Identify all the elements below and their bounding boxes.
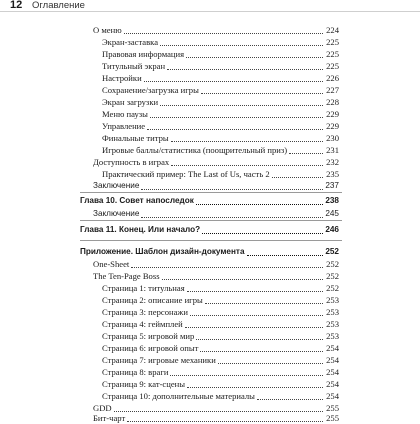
- toc-entry: [0, 48, 420, 60]
- toc-leader: [167, 69, 323, 70]
- toc-entry: [0, 270, 420, 282]
- toc-entry: [0, 208, 420, 220]
- toc-leader: [170, 375, 323, 376]
- toc-leader: [186, 57, 323, 58]
- toc-leader: [201, 93, 323, 94]
- toc-entry-title: One-Sheet: [93, 259, 130, 269]
- toc-entry-page: 252: [326, 283, 339, 293]
- toc-entry-title: О меню: [93, 25, 122, 35]
- toc-entry-title: Правовая информация: [102, 49, 185, 59]
- toc-entry-page: 237: [325, 181, 339, 190]
- toc-entry-title: Титульный экран: [102, 61, 166, 71]
- toc-entry-title: Доступность в играх: [93, 157, 170, 167]
- toc-entry-page: 235: [326, 169, 339, 179]
- toc-entry-page: 225: [326, 61, 339, 71]
- toc-entry-page: 253: [326, 295, 339, 305]
- toc-entry-page: 227: [326, 85, 339, 95]
- toc-entry-page: 232: [326, 157, 339, 167]
- toc-entry: [0, 294, 420, 306]
- toc-entry-title: The Ten-Page Boss: [93, 271, 160, 281]
- toc-entry-title: Страница 1: титульная: [102, 283, 185, 293]
- toc-entry-page: 253: [326, 307, 339, 317]
- toc-leader: [131, 267, 323, 268]
- toc-entry-page: 226: [326, 73, 339, 83]
- toc-leader: [141, 217, 323, 218]
- toc-leader: [190, 315, 323, 316]
- toc-chapter-page: 238: [325, 196, 339, 205]
- toc-entry: [0, 282, 420, 294]
- toc-entry: [0, 378, 420, 390]
- toc-leader: [185, 327, 323, 328]
- toc-entry-title: Финальные титры: [102, 133, 169, 143]
- toc-entry-page: 225: [326, 49, 339, 59]
- toc-entry-title: Заключение: [93, 209, 140, 218]
- toc-entry-title: Экран-заставка: [102, 37, 159, 47]
- toc-leader: [150, 117, 323, 118]
- toc-chapter-title: Глава 10. Совет напоследок: [80, 196, 194, 205]
- toc-leader: [196, 339, 323, 340]
- toc-entry: [0, 72, 420, 84]
- toc-entry-page: 230: [326, 133, 339, 143]
- toc-entry-title: Сохранение/загрузка игры: [102, 85, 199, 95]
- toc-leader: [160, 105, 323, 106]
- toc-entry-page: 231: [326, 145, 339, 155]
- toc-entry-page: 229: [326, 109, 339, 119]
- toc-entry: [0, 330, 420, 342]
- toc-entry: [0, 96, 420, 108]
- toc-entry: [0, 180, 420, 192]
- toc-entry-page: 252: [326, 259, 339, 269]
- toc-leader: [205, 303, 323, 304]
- toc-entry: [0, 36, 420, 48]
- page-header: [0, 0, 420, 13]
- toc-leader: [144, 81, 323, 82]
- section-divider: [80, 240, 342, 241]
- toc-entry-page: 253: [326, 319, 339, 329]
- toc-entry-title: Управление: [102, 121, 146, 131]
- section-divider: [80, 192, 342, 193]
- toc-entry-page: 254: [326, 343, 339, 353]
- toc-entry-title: Меню паузы: [102, 109, 148, 119]
- page-number: 12: [10, 0, 23, 11]
- toc-entry-title: Практический пример: The Last of Us, часть 2: [102, 169, 270, 179]
- toc-leader: [218, 363, 323, 364]
- toc-leader: [171, 165, 323, 166]
- toc-entry-page: 254: [326, 379, 339, 389]
- toc-entry-page: 229: [326, 121, 339, 131]
- toc-entry: [0, 108, 420, 120]
- toc-leader: [247, 255, 323, 256]
- toc-entry-title: Страница 4: геймплей: [102, 319, 183, 329]
- toc-entry-page: 245: [325, 209, 339, 218]
- toc-entry-page: 228: [326, 97, 339, 107]
- toc-entry: [0, 366, 420, 378]
- toc-entry-title: Страница 5: игровой мир: [102, 331, 195, 341]
- toc-entry-page: 255: [326, 403, 339, 413]
- toc-entry: [0, 354, 420, 366]
- toc-leader: [187, 291, 323, 292]
- toc-chapter: [0, 224, 420, 237]
- toc-entry-title: Страница 3: персонажи: [102, 307, 188, 317]
- toc-chapter: [0, 195, 420, 208]
- toc-leader: [171, 141, 323, 142]
- toc-entry-page: 255: [326, 413, 339, 423]
- toc-entry-title: Страница 8: враги: [102, 367, 169, 377]
- toc-entry: [0, 156, 420, 168]
- toc-entry-title: Страница 2: описание игры: [102, 295, 203, 305]
- toc-entry-title: Заключение: [93, 181, 140, 190]
- toc-entry-page: 253: [326, 331, 339, 341]
- toc-leader: [160, 45, 323, 46]
- toc-entry-title: Страница 6: игровой опыт: [102, 343, 199, 353]
- toc-entry: [0, 258, 420, 270]
- toc-entry: [0, 318, 420, 330]
- toc-chapter-page: 246: [325, 225, 339, 234]
- toc-entry: [0, 120, 420, 132]
- toc-entry-page: 225: [326, 37, 339, 47]
- toc-entry: [0, 144, 420, 156]
- running-title: Оглавление: [32, 0, 85, 11]
- toc-entry: [0, 168, 420, 180]
- toc-chapter-page: 252: [325, 247, 339, 256]
- toc-leader: [289, 153, 323, 154]
- toc-leader: [147, 129, 323, 130]
- toc-chapter-title: Глава 11. Конец. Или начало?: [80, 225, 201, 234]
- toc-entry-page: 254: [326, 355, 339, 365]
- toc-entry-page: 224: [326, 25, 339, 35]
- toc-entry: [0, 60, 420, 72]
- toc-entry: [0, 342, 420, 354]
- toc-entry: [0, 412, 420, 424]
- toc-entry-title: Экран загрузки: [102, 97, 159, 107]
- toc-leader: [202, 233, 323, 234]
- toc-entry: [0, 306, 420, 318]
- toc-entry-page: 254: [326, 367, 339, 377]
- toc-leader: [257, 399, 323, 400]
- toc-entry-page: 252: [326, 271, 339, 281]
- toc-chapter-title: Приложение. Шаблон дизайн-документа: [80, 247, 245, 256]
- toc-leader: [187, 387, 323, 388]
- toc-leader: [162, 279, 323, 280]
- toc-leader: [200, 351, 323, 352]
- toc-entry-title: Настройки: [102, 73, 142, 83]
- toc-entry-title: Страница 10: дополнительные материалы: [102, 391, 255, 401]
- section-divider: [80, 220, 342, 221]
- toc-leader: [127, 421, 323, 422]
- toc-entry: [0, 390, 420, 402]
- toc-leader: [124, 33, 323, 34]
- toc-entry-title: Страница 9: кат-сцены: [102, 379, 186, 389]
- toc-entry-title: GDD: [93, 403, 112, 413]
- toc-leader: [272, 177, 323, 178]
- toc-entry-title: Страница 7: игровые механики: [102, 355, 216, 365]
- toc-entry: [0, 84, 420, 96]
- toc-entry: [0, 132, 420, 144]
- toc-entry-title: Бит-чарт: [93, 413, 126, 423]
- toc-leader: [196, 204, 323, 205]
- toc-entry-title: Игровые баллы/статистика (поощрительный приз): [102, 145, 288, 155]
- toc-entry-page: 254: [326, 391, 339, 401]
- header-rule: [0, 11, 420, 12]
- toc-leader: [141, 189, 323, 190]
- toc-entry: [0, 24, 420, 36]
